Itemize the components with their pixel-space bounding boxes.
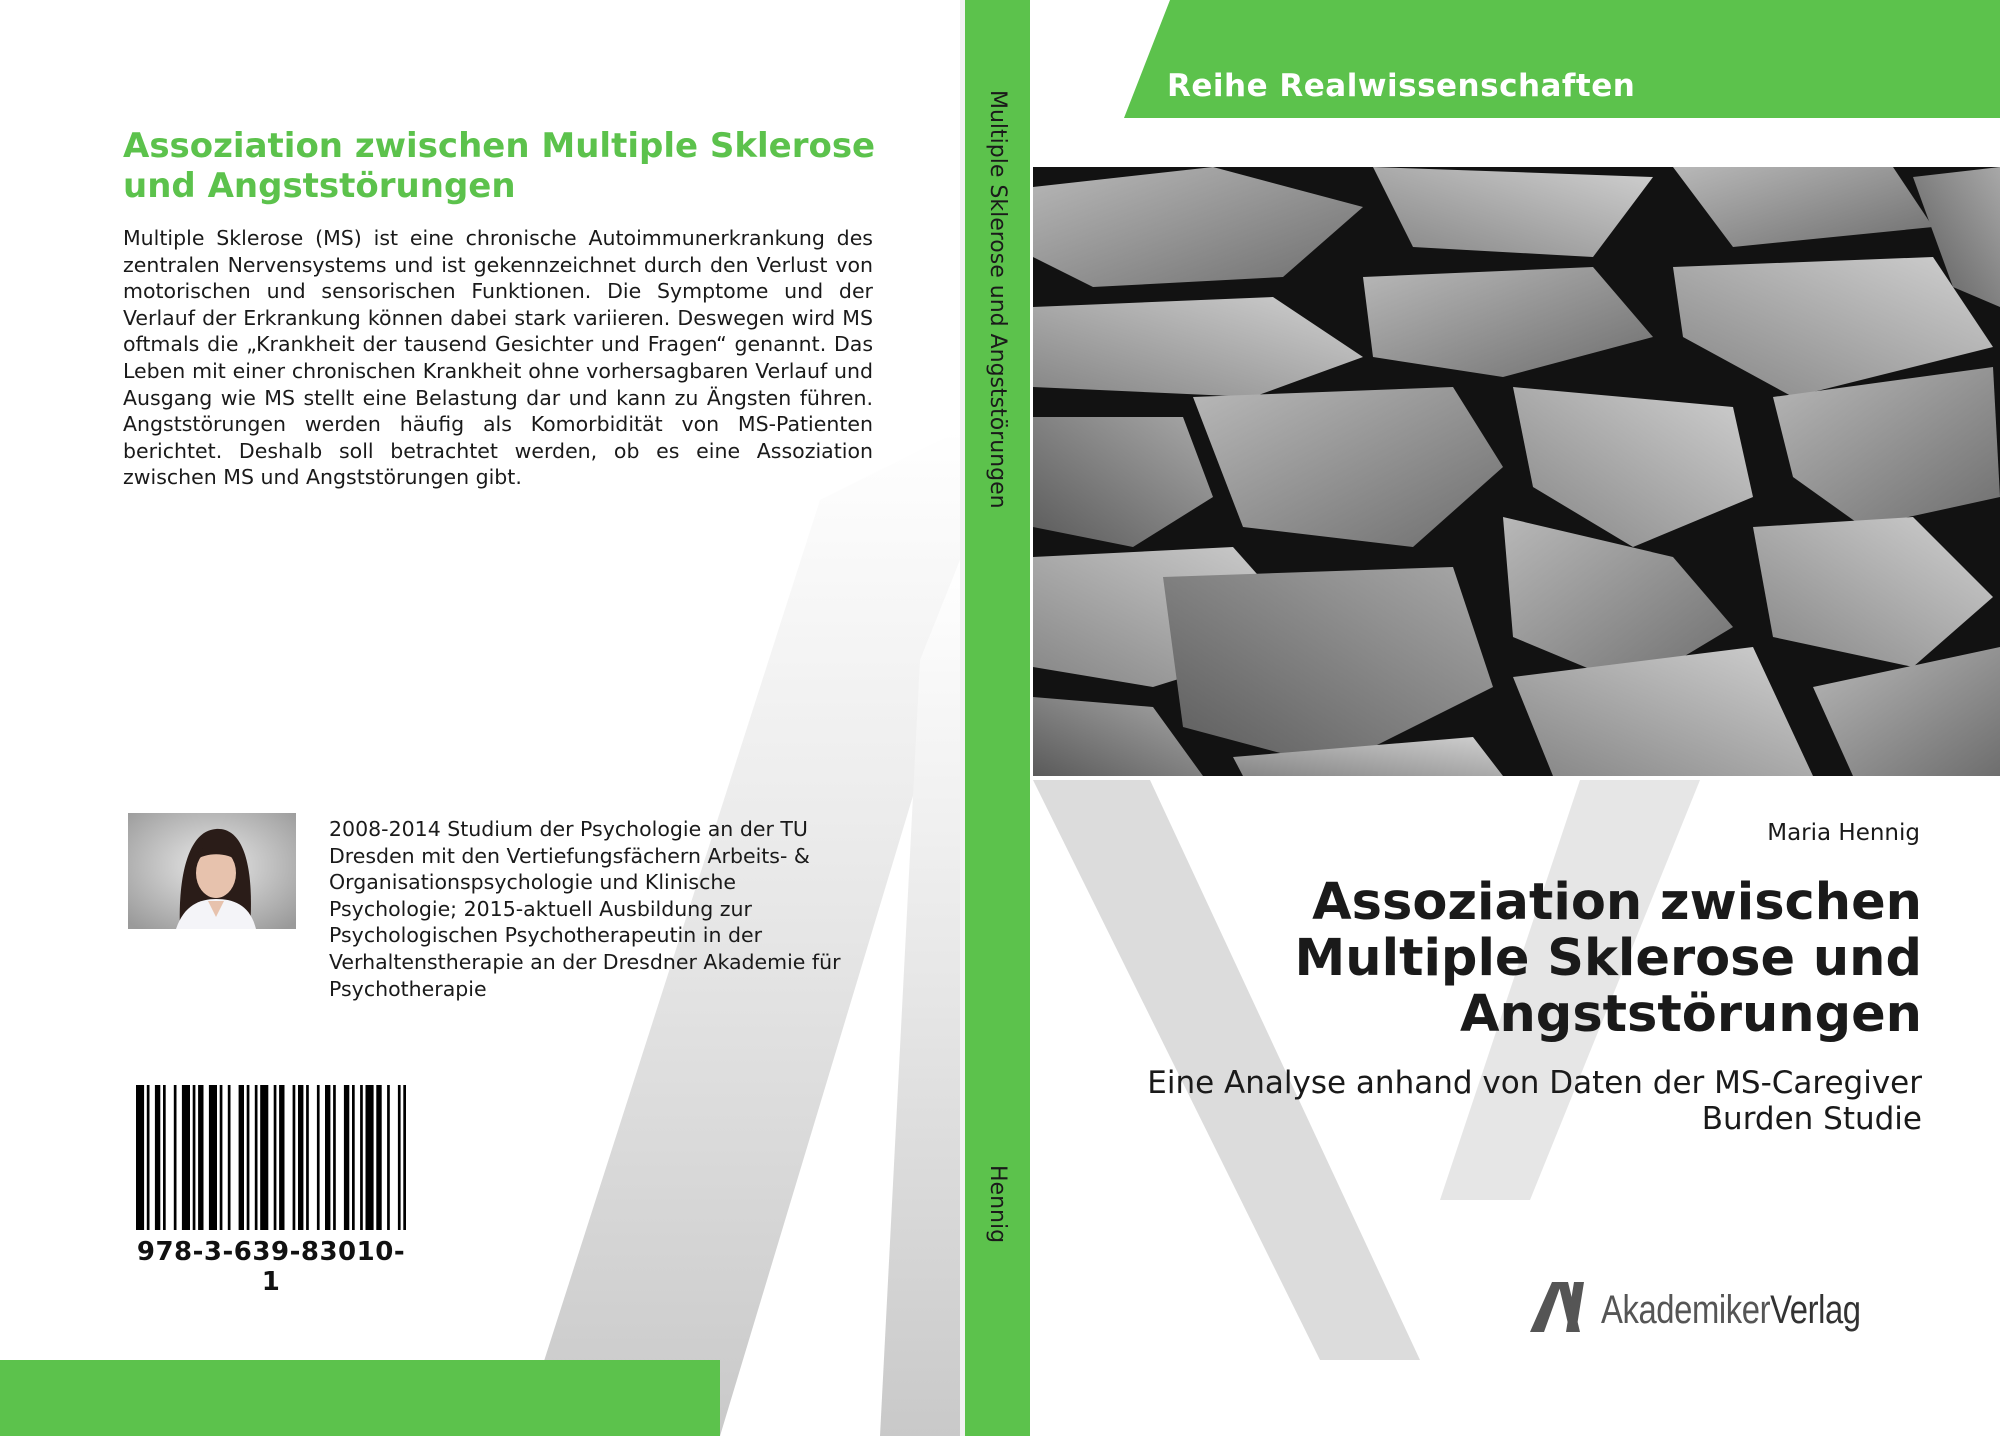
- barcode-bar: [360, 1085, 363, 1230]
- barcode: [136, 1085, 406, 1230]
- cover-photo-slate: [1033, 167, 2000, 776]
- barcode-bar: [403, 1085, 406, 1230]
- spine-author: Hennig: [985, 1165, 1010, 1244]
- author-bio: 2008-2014 Studium der Psychologie an der TU Dresden mit den Vertiefungsfächern Arbeits- & Organisationspsychologie und Klinische Psychologie; 2015-aktuell Ausbildung zur Psychologischen Psychotherapeutin in der Verhaltenstherapie an der Dresdner Akademie für Psychotherapie: [329, 817, 841, 1001]
- barcode-bar: [147, 1085, 150, 1230]
- barcode-bar: [239, 1085, 244, 1230]
- barcode-bar: [366, 1085, 374, 1230]
- barcode-bar: [274, 1085, 277, 1230]
- front-cover-title: Assoziation zwischen Multiple Sklerose und Angststörungen: [1294, 873, 1922, 1044]
- back-cover-green-bar: [0, 1360, 720, 1436]
- publisher-logo-icon: [1530, 1282, 1592, 1334]
- publisher-name-prefix: Akademiker: [1601, 1288, 1771, 1332]
- barcode-bar: [306, 1085, 309, 1230]
- barcode-bar: [228, 1085, 231, 1230]
- barcode-bar: [317, 1085, 320, 1230]
- spine-title: Multiple Sklerose und Angststörungen: [985, 90, 1010, 509]
- series-label: Reihe Realwissenschaften: [1167, 68, 1636, 104]
- front-cover-author: Maria Hennig: [1767, 820, 1920, 846]
- barcode-bar: [293, 1085, 296, 1230]
- barcode-bar: [155, 1085, 160, 1230]
- publisher-name-suffix: Verlag: [1770, 1288, 1861, 1332]
- barcode-bar: [198, 1085, 203, 1230]
- author-photo: [128, 813, 296, 929]
- barcode-bar: [136, 1085, 144, 1230]
- back-cover-blurb: Multiple Sklerose (MS) ist eine chronische Autoimmunerkrankung des zentralen Nervensystems und ist gekennzeichnet durch den Verlust von motorischen und sensorischen Funktionen. Die Symptome und der Verlauf der Erkrankung können dabei stark variieren. Deswegen wird MS oftmals die „Krankheit der tausend Gesichter und Fragen“ genannt. Das Leben mit einer chronischen Krankheit ohne vorhersagbaren Verlauf und Ausgang wie MS stellt eine Belastung dar und kann zu Ängsten führen. Angststörungen werden häufig als Komorbidität von MS-Patienten berichtet. Deshalb soll betrachtet werden, ob es eine Assoziation zwischen MS und Angststörungen gibt.: [123, 226, 873, 490]
- barcode-bar: [344, 1085, 349, 1230]
- barcode-bar: [260, 1085, 268, 1230]
- barcode-bar: [298, 1085, 303, 1230]
- back-cover-title: Assoziation zwischen Multiple Sklerose und Angststörungen: [123, 126, 876, 206]
- barcode-bar: [193, 1085, 196, 1230]
- isbn-number: 978-3-639-83010-1: [136, 1237, 406, 1297]
- barcode-bar: [163, 1085, 166, 1230]
- barcode-bar: [352, 1085, 355, 1230]
- barcode-bar: [220, 1085, 223, 1230]
- barcode-bar: [255, 1085, 258, 1230]
- barcode-bar: [325, 1085, 330, 1230]
- barcode-bar: [279, 1085, 284, 1230]
- publisher-name: [1601, 1288, 1861, 1333]
- barcode-bar: [387, 1085, 390, 1230]
- barcode-bar: [376, 1085, 381, 1230]
- front-cover-subtitle: Eine Analyse anhand von Daten der MS-Caregiver Burden Studie: [1147, 1065, 1922, 1137]
- barcode-bar: [333, 1085, 336, 1230]
- barcode-bar: [247, 1085, 250, 1230]
- barcode-bar: [398, 1085, 401, 1230]
- barcode-bar: [209, 1085, 217, 1230]
- barcode-bar: [182, 1085, 190, 1230]
- barcode-bar: [174, 1085, 177, 1230]
